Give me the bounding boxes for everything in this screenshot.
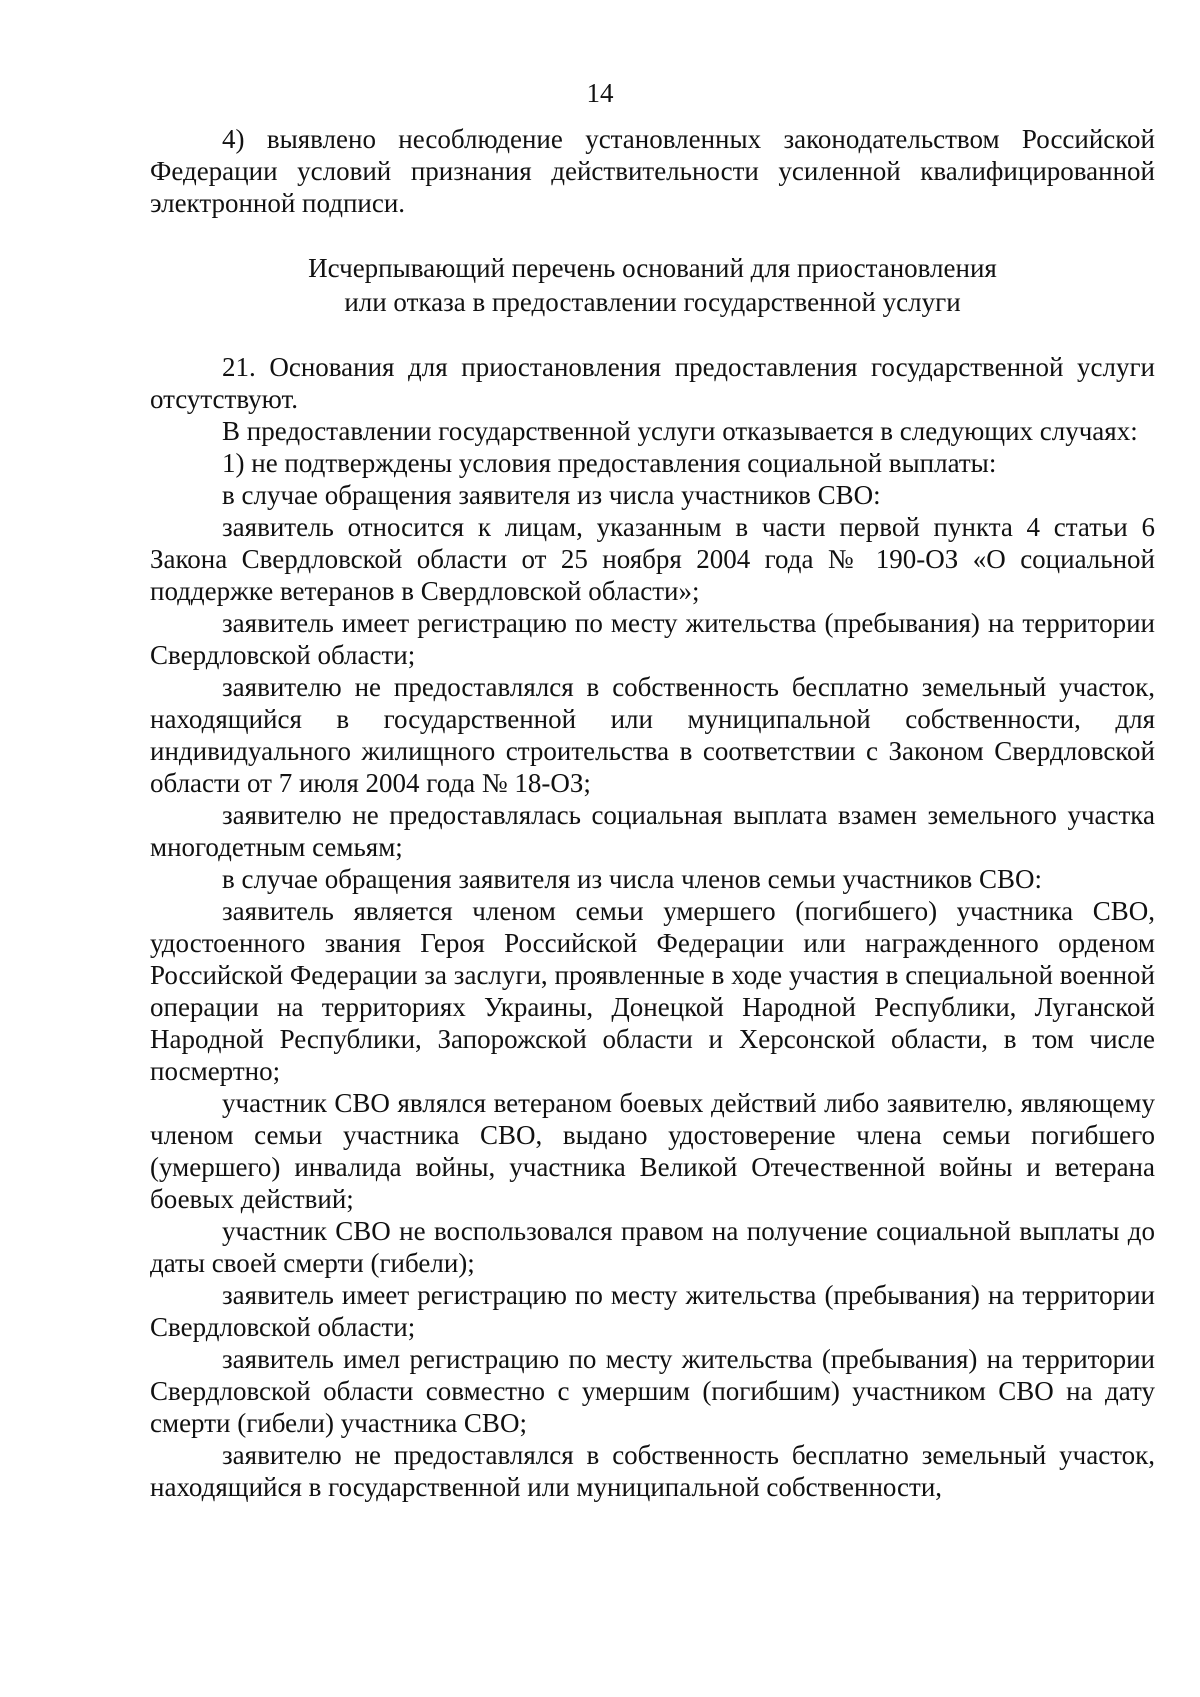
document-body	[150, 123, 1155, 1503]
paragraph-registration-1: заявитель имеет регистрацию по месту жительства (пребывания) на территории Свердловской области;	[150, 608, 1155, 670]
paragraph-land-plot-2: заявителю не предоставлялся в собственность бесплатно земельный участок, находящийся в государственной или муниципальной собственности,	[150, 1440, 1155, 1502]
paragraph-21: 21. Основания для приостановления предоставления государственной услуги отсутствуют.	[150, 352, 1155, 414]
paragraph-land-plot-1: заявителю не предоставлялся в собственность бесплатно земельный участок, находящийся в государственной или муниципальной собственности, для индивидуального жилищного строительства в соответствии с Законом Свердловской области от 7 июля 2004 года № 18-ОЗ;	[150, 672, 1155, 798]
paragraph-law-190: заявитель относится к лицам, указанным в части первой пункта 4 статьи 6 Закона Свердловской области от 25 ноября 2004 года № 190-ОЗ «О социальной поддержке ветеранов в Свердловской области»;	[150, 512, 1155, 606]
paragraph-svo-participants: в случае обращения заявителя из числа участников СВО:	[222, 480, 881, 510]
paragraph-refusal-cases: В предоставлении государственной услуги отказывается в следующих случаях:	[222, 416, 1138, 446]
section-heading-line-2: или отказа в предоставлении государственной услуги	[344, 287, 961, 317]
section-heading-line-1: Исчерпывающий перечень оснований для приостановления	[308, 253, 997, 283]
paragraph-veteran: участник СВО являлся ветераном боевых действий либо заявителю, являющему членом семьи участника СВО, выдано удостоверение члена семьи погибшего (умершего) инвалида войны, участника Великой Отечественной войны и ветерана боевых действий;	[150, 1088, 1155, 1214]
section-heading	[150, 251, 1155, 319]
page-number: 14	[586, 78, 614, 108]
intro-paragraph: 4) выявлено несоблюдение установленных законодательством Российской Федерации условий признания действительности усиленной квалифицированной электронной подписи.	[150, 124, 1155, 218]
paragraph-social-payment: заявителю не предоставлялась социальная выплата взамен земельного участка многодетным семьям;	[150, 800, 1155, 862]
paragraph-family-members: в случае обращения заявителя из числа членов семьи участников СВО:	[222, 864, 1042, 894]
paragraph-joint-registration: заявитель имел регистрацию по месту жительства (пребывания) на территории Свердловской области совместно с умершим (погибшим) участником СВО на дату смерти (гибели) участника СВО;	[150, 1344, 1155, 1438]
paragraph-right-not-used: участник СВО не воспользовался правом на получение социальной выплаты до даты своей смерти (гибели);	[150, 1216, 1155, 1278]
paragraph-condition-1: 1) не подтверждены условия предоставления социальной выплаты:	[222, 448, 997, 478]
paragraph-hero-family: заявитель является членом семьи умершего (погибшего) участника СВО, удостоенного звания Героя Российской Федерации или награжденного орденом Российской Федерации за заслуги, проявленные в ходе участия в специальной военной операции на территориях Украины, Донецкой Народной Республики, Луганской Народной Республики, Запорожской области и Херсонской области, в том числе посмертно;	[150, 896, 1155, 1086]
paragraph-registration-2: заявитель имеет регистрацию по месту жительства (пребывания) на территории Свердловской области;	[150, 1280, 1155, 1342]
